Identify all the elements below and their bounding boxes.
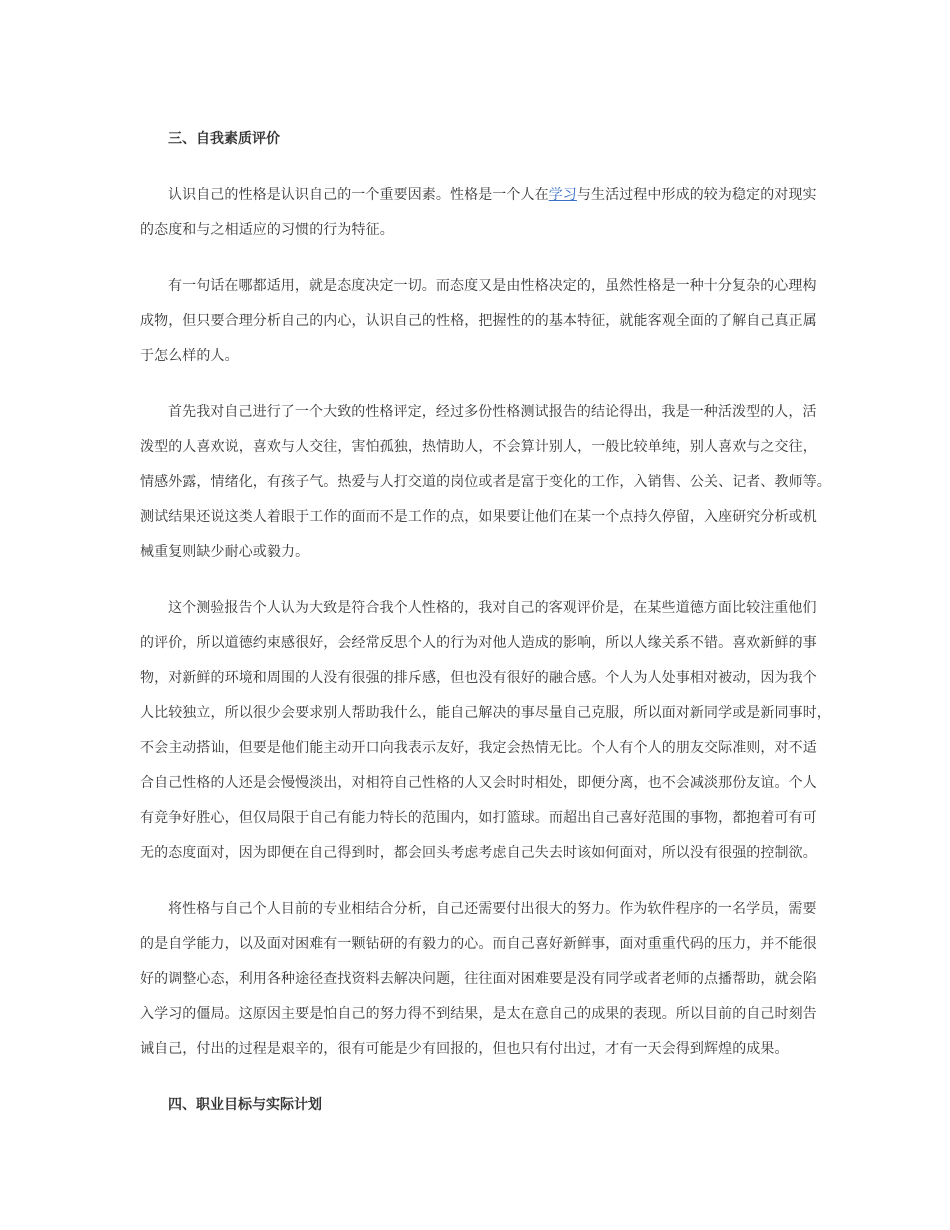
text-line: 的是自学能力，以及面对困难有一颗钻研的有毅力的心。而自己喜好新鲜事，面对重重代码的压力，并不能很 (140, 936, 817, 952)
text-line: 有一句话在哪都适用，就是态度决定一切。而态度又是由性格决定的，虽然性格是一种十分复杂的心理构 (168, 278, 817, 294)
paragraph-4 (140, 591, 830, 871)
text-line: 首先我对自己进行了一个大致的性格评定，经过多份性格测试报告的结论得出，我是一种活泼型的人，活 (168, 404, 817, 420)
text-line: 于怎么样的人。 (140, 348, 239, 364)
text-line: 好的调整心态，利用各种途径查找资料去解决问题，往往面对困难要是没有同学或者老师的点播帮助，就会陷 (140, 971, 817, 987)
section-heading-career-goals: 四、职业目标与实际计划 (168, 1097, 322, 1113)
text-line: 泼型的人喜欢说，喜欢与人交往，害怕孤独，热情助人，不会算计别人，一般比较单纯，别人喜欢与之交往， (140, 439, 817, 455)
text-line: 的态度和与之相适应的习惯的行为特征。 (140, 222, 394, 238)
text-line: 诫自己，付出的过程是艰辛的，很有可能是少有回报的，但也只有付出过，才有一天会得到辉煌的成果。 (140, 1041, 789, 1057)
text-line: 将性格与自己个人目前的专业相结合分析，自己还需要付出很大的努力。作为软件程序的一名学员，需要 (168, 901, 817, 917)
section-heading-self-evaluation: 三、自我素质评价 (168, 131, 280, 147)
text-line: 有竞争好胜心，但仅局限于自己有能力特长的范围内，如打篮球。而超出自己喜好范围的事物，都抱着可有可 (140, 810, 817, 826)
text-segment: 与生活过程中形成的较为稳定的对现实 (576, 187, 817, 203)
study-link[interactable]: 学习 (548, 187, 577, 203)
text-line: 的评价，所以道德约束感很好，会经常反思个人的行为对他人造成的影响，所以人缘关系不错。喜欢新鲜的事 (140, 635, 817, 651)
paragraph-2 (140, 269, 830, 374)
text-line: 这个测验报告个人认为大致是符合我个人性格的，我对自己的客观评价是，在某些道德方面比较注重他们 (168, 600, 817, 616)
text-line: 械重复则缺少耐心或毅力。 (140, 544, 310, 560)
document-page (140, 122, 830, 1144)
paragraph-3 (140, 395, 830, 570)
text-line: 人比较独立，所以很少会要求别人帮助我什么，能自己解决的事尽量自己克服，所以面对新同学或是新同事时， (140, 705, 831, 721)
text-segment: 认识自己的性格是认识自己的一个重要因素。性格是一个人在 (168, 187, 549, 203)
text-line: 物，对新鲜的环境和周围的人没有很强的排斥感，但也没有很好的融合感。个人为人处事相对被动，因为我个 (140, 670, 817, 686)
text-line: 不会主动搭讪，但要是他们能主动开口向我表示友好，我定会热情无比。个人有个人的朋友交际准则，对不适 (140, 740, 817, 756)
text-line: 无的态度面对，因为即便在自己得到时，都会回头考虑考虑自己失去时该如何面对，所以没有很强的控制欲。 (140, 845, 817, 861)
text-line: 测试结果还说这类人着眼于工作的面而不是工作的点，如果要让他们在某一个点持久停留，入座研究分析或机 (140, 509, 817, 525)
text-line: 成物，但只要合理分析自己的内心，认识自己的性格，把握性的的基本特征，就能客观全面的了解自己真正属 (140, 313, 817, 329)
paragraph-1 (140, 178, 830, 248)
text-line: 入学习的僵局。这原因主要是怕自己的努力得不到结果，是太在意自己的成果的表现。所以目前的自己时刻告 (140, 1006, 817, 1022)
text-line: 合自己性格的人还是会慢慢淡出，对相符自己性格的人又会时时相处，即便分离，也不会减淡那份友谊。个人 (140, 775, 817, 791)
paragraph-5 (140, 892, 830, 1067)
text-line (140, 178, 830, 213)
text-line: 情感外露，情绪化，有孩子气。热爱与人打交道的岗位或者是富于变化的工作，入销售、公关、记者、教师等。 (140, 474, 831, 490)
